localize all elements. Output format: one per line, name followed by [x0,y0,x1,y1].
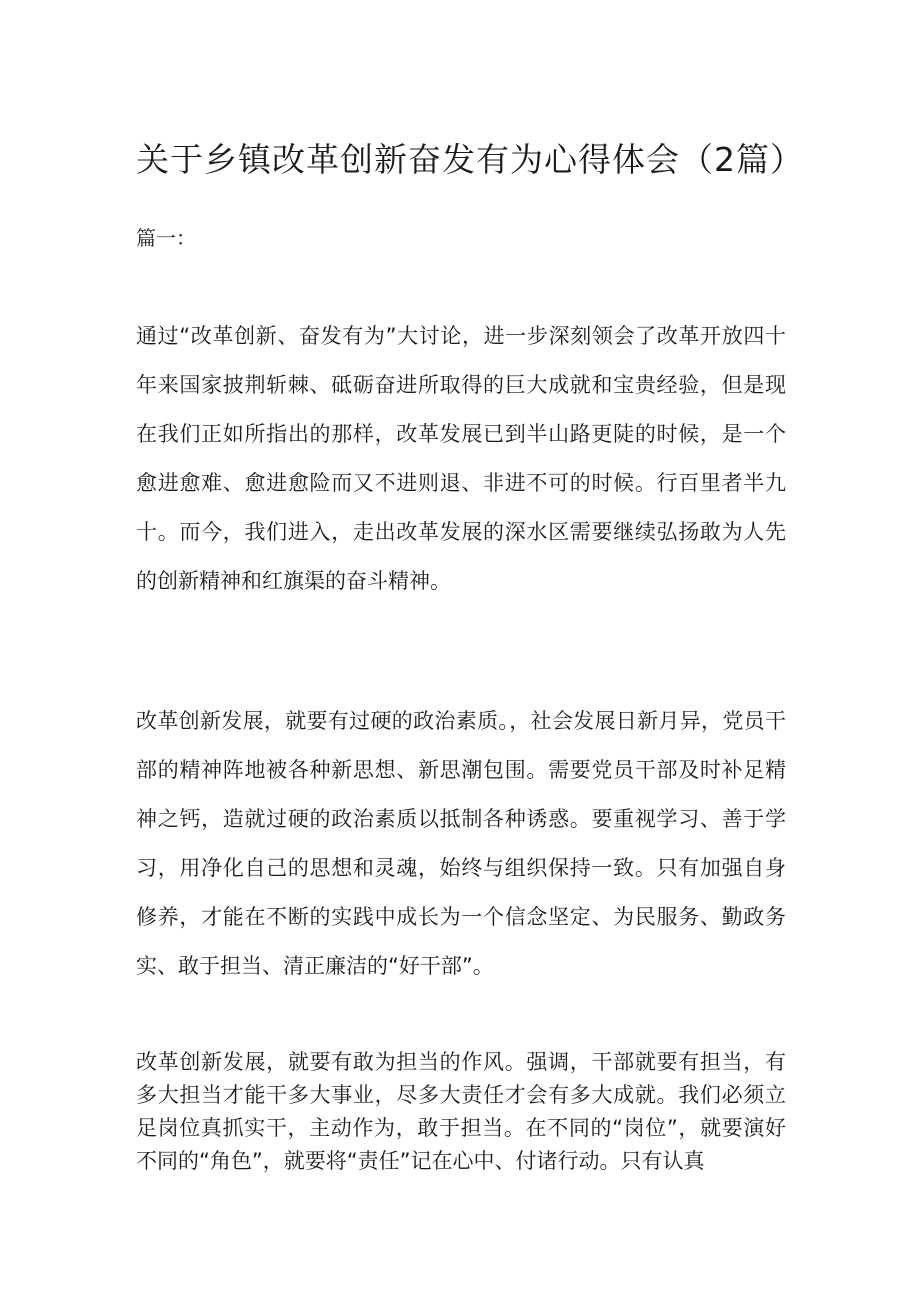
paragraph-2: 改革创新发展，就要有过硬的政治素质。，社会发展日新月异，党员干部的精神阵地被各种新思想、新思潮包围。需要党员干部及时补足精神之钙，造就过硬的政治素质以抵制各种诱惑。要重视学习、善于学习，用净化自己的思想和灵魂，始终与组织保持一致。只有加强自身修养，才能在不断的实践中成长为一个信念坚定、为民服务、勤政务实、敢于担当、清正廉洁的“好干部”。 [136,709,786,978]
paragraph-3: 改革创新发展，就要有敢为担当的作风。强调，干部就要有担当，有多大担当才能干多大事业，尽多大责任才会有多大成就。我们必须立足岗位真抓实干，主动作为，敢于担当。在不同的“岗位”，就要演好不同的“角色”，就要将“责任”记在心中、付诸行动。只有认真 [136,1050,786,1173]
document-title: 关于乡镇改革创新奋发有为心得体会（2篇） [136,140,804,179]
paragraph-1: 通过“改革创新、奋发有为”大讨论，进一步深刻领会了改革开放四十年来国家披荆斩棘、砥砺奋进所取得的巨大成就和宝贵经验，但是现在我们正如所指出的那样，改革发展已到半山路更陡的时候，是一个愈进愈难、愈进愈险而又不进则退、非进不可的时候。行百里者半九十。而今，我们进入，走出改革发展的深水区需要继续弘扬敢为人先的创新精神和红旗渠的奋斗精神。 [136,324,786,593]
section-label: 篇一： [136,226,196,250]
